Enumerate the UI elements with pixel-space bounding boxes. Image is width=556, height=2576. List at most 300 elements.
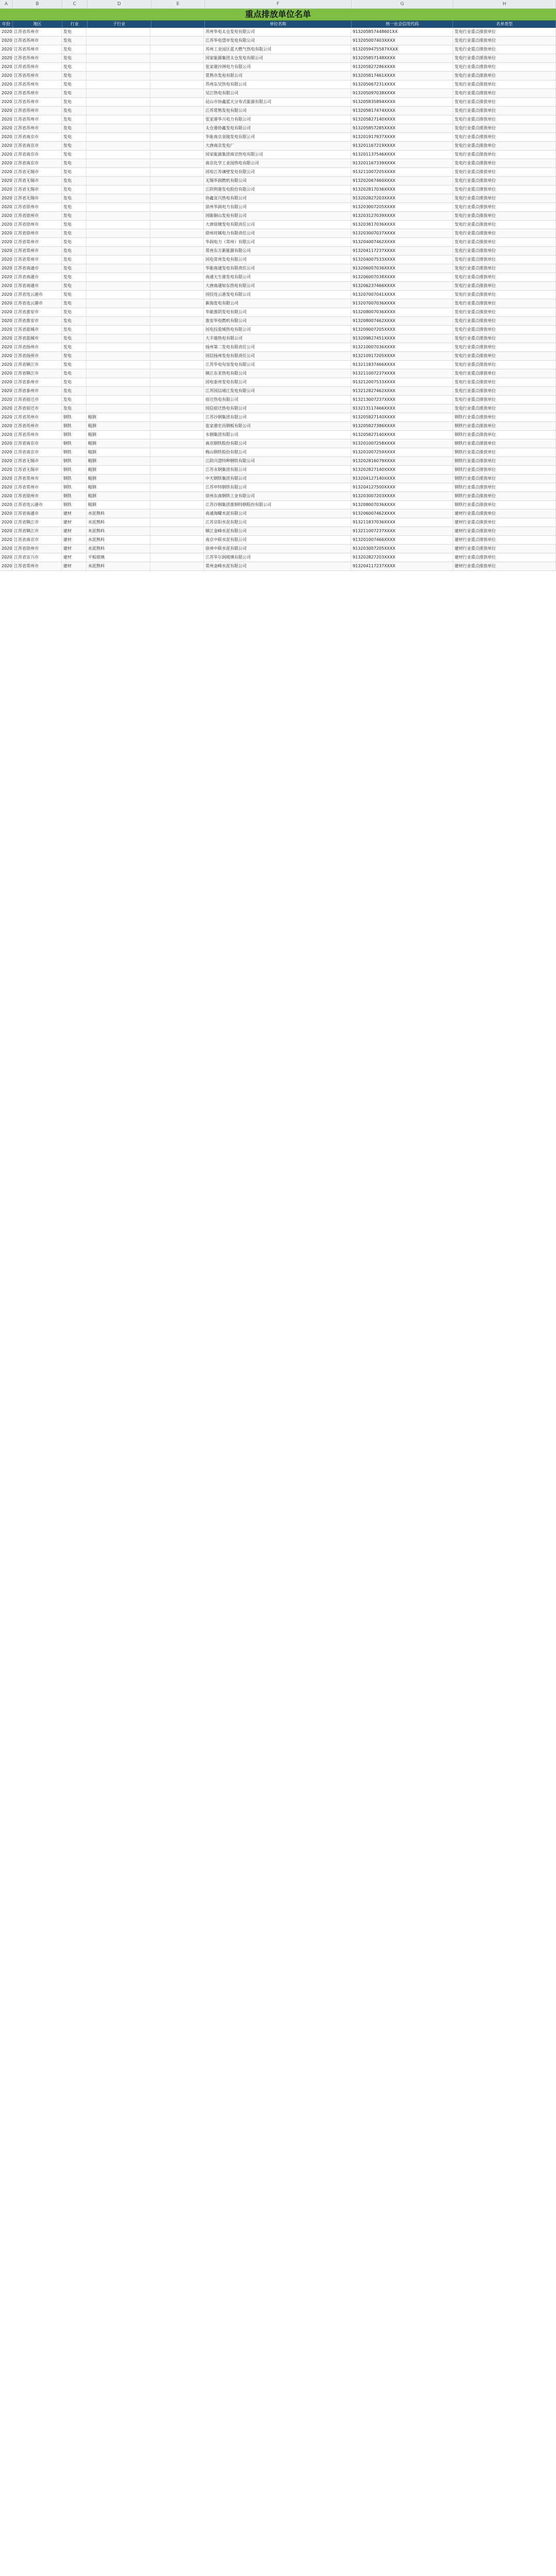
- cell-credit-code[interactable]: 913210917205XXXX: [351, 352, 453, 360]
- cell-list-type[interactable]: 钢铁行业重点排放单位: [453, 439, 556, 448]
- cell-subindustry[interactable]: 粗钢: [86, 431, 150, 439]
- cell-subindustry[interactable]: 粗钢: [86, 457, 150, 465]
- cell-list-type[interactable]: 发电行业重点排放单位: [453, 54, 556, 62]
- table-row[interactable]: [0, 124, 556, 133]
- cell-credit-code[interactable]: 913205817474XXXX: [351, 107, 453, 115]
- cell-subindustry[interactable]: [86, 28, 150, 36]
- cell-industry[interactable]: 发电: [62, 387, 86, 395]
- table-row[interactable]: [0, 527, 556, 536]
- cell-credit-code[interactable]: 913205067231XXXX: [351, 80, 453, 89]
- table-row[interactable]: [0, 28, 556, 37]
- cell-credit-code[interactable]: 913204117237XXXX: [351, 247, 453, 255]
- cell-blank[interactable]: [150, 203, 204, 211]
- cell-subindustry[interactable]: [86, 124, 150, 132]
- cell-blank[interactable]: [150, 63, 204, 71]
- cell-region[interactable]: 江苏省常州市: [12, 247, 62, 255]
- cell-year[interactable]: 2020: [0, 404, 12, 413]
- cell-subindustry[interactable]: [86, 299, 150, 308]
- cell-company[interactable]: 华能淮阴发电有限公司: [204, 308, 351, 316]
- cell-blank[interactable]: [150, 212, 204, 220]
- cell-blank[interactable]: [150, 98, 204, 106]
- cell-list-type[interactable]: 发电行业重点排放单位: [453, 142, 556, 150]
- cell-credit-code[interactable]: 913205097038XXXX: [351, 89, 453, 97]
- table-row[interactable]: [0, 54, 556, 63]
- cell-credit-code[interactable]: 913213117466XXXX: [351, 404, 453, 413]
- cell-company[interactable]: 南通天生港发电有限公司: [204, 273, 351, 281]
- cell-blank[interactable]: [150, 439, 204, 448]
- cell-company[interactable]: 常熟市发电有限公司: [204, 72, 351, 80]
- cell-industry[interactable]: 发电: [62, 142, 86, 150]
- cell-region[interactable]: 江苏省南京市: [12, 439, 62, 448]
- cell-region[interactable]: 江苏省徐州市: [12, 229, 62, 238]
- cell-list-type[interactable]: 发电行业重点排放单位: [453, 396, 556, 404]
- cell-blank[interactable]: [150, 28, 204, 36]
- cell-credit-code[interactable]: 913212827462XXXX: [351, 387, 453, 395]
- cell-company[interactable]: 江阴兴澄特种钢铁有限公司: [204, 457, 351, 465]
- cell-industry[interactable]: 发电: [62, 115, 86, 124]
- cell-list-type[interactable]: 建材行业重点排放单位: [453, 527, 556, 535]
- table-row[interactable]: [0, 212, 556, 221]
- cell-year[interactable]: 2020: [0, 326, 12, 334]
- cell-list-type[interactable]: 发电行业重点排放单位: [453, 177, 556, 185]
- column-letter[interactable]: B: [13, 0, 62, 8]
- cell-region[interactable]: 江苏省徐州市: [12, 212, 62, 220]
- cell-region[interactable]: 江苏省常州市: [12, 256, 62, 264]
- table-row[interactable]: [0, 448, 556, 457]
- cell-region[interactable]: 江苏省苏州市: [12, 413, 62, 421]
- header-blank[interactable]: [151, 21, 205, 28]
- cell-subindustry[interactable]: [86, 343, 150, 351]
- cell-company[interactable]: 国家能源集团南京热电有限公司: [204, 150, 351, 159]
- cell-region[interactable]: 江苏省苏州市: [12, 37, 62, 45]
- cell-list-type[interactable]: 发电行业重点排放单位: [453, 343, 556, 351]
- cell-subindustry[interactable]: 粗钢: [86, 474, 150, 483]
- cell-company[interactable]: 南京钢铁股份有限公司: [204, 439, 351, 448]
- cell-subindustry[interactable]: [86, 177, 150, 185]
- cell-industry[interactable]: 钢铁: [62, 457, 86, 465]
- cell-company[interactable]: 江苏沙钢集团有限公司: [204, 413, 351, 421]
- table-row[interactable]: [0, 256, 556, 264]
- cell-region[interactable]: 江苏省宿迁市: [12, 404, 62, 413]
- cell-credit-code[interactable]: 913202067460XXXX: [351, 177, 453, 185]
- column-letter[interactable]: E: [151, 0, 205, 8]
- cell-list-type[interactable]: 钢铁行业重点排放单位: [453, 492, 556, 500]
- cell-year[interactable]: 2020: [0, 273, 12, 281]
- cell-list-type[interactable]: 发电行业重点排放单位: [453, 159, 556, 167]
- cell-credit-code[interactable]: 913209827451XXXX: [351, 334, 453, 343]
- cell-industry[interactable]: 发电: [62, 45, 86, 54]
- cell-blank[interactable]: [150, 282, 204, 290]
- cell-credit-code[interactable]: 913212007533XXXX: [351, 378, 453, 386]
- cell-industry[interactable]: 发电: [62, 212, 86, 220]
- cell-blank[interactable]: [150, 142, 204, 150]
- cell-year[interactable]: 2020: [0, 177, 12, 185]
- cell-year[interactable]: 2020: [0, 308, 12, 316]
- cell-company[interactable]: 大唐南京发电厂: [204, 142, 351, 150]
- cell-region[interactable]: 江苏省苏州市: [12, 80, 62, 89]
- table-row[interactable]: [0, 308, 556, 317]
- cell-credit-code[interactable]: 913211007237XXXX: [351, 369, 453, 378]
- table-row[interactable]: [0, 326, 556, 334]
- cell-subindustry[interactable]: [86, 54, 150, 62]
- cell-list-type[interactable]: 钢铁行业重点排放单位: [453, 413, 556, 421]
- cell-industry[interactable]: 发电: [62, 404, 86, 413]
- table-row[interactable]: [0, 510, 556, 518]
- cell-company[interactable]: 南京中联水泥有限公司: [204, 536, 351, 544]
- cell-year[interactable]: 2020: [0, 510, 12, 518]
- cell-blank[interactable]: [150, 291, 204, 299]
- column-letter[interactable]: D: [88, 0, 151, 8]
- cell-list-type[interactable]: 钢铁行业重点排放单位: [453, 483, 556, 492]
- cell-blank[interactable]: [150, 133, 204, 141]
- cell-subindustry[interactable]: [86, 352, 150, 360]
- cell-list-type[interactable]: 发电行业重点排放单位: [453, 256, 556, 264]
- cell-blank[interactable]: [150, 308, 204, 316]
- cell-credit-code[interactable]: 913205857285XXXX: [351, 124, 453, 132]
- cell-industry[interactable]: 发电: [62, 54, 86, 62]
- cell-company[interactable]: 国投连云港发电有限公司: [204, 291, 351, 299]
- cell-credit-code[interactable]: 913206007462XXXX: [351, 510, 453, 518]
- cell-credit-code[interactable]: 913211837036XXXX: [351, 518, 453, 527]
- cell-company[interactable]: 无锡华润燃机有限公司: [204, 177, 351, 185]
- cell-year[interactable]: 2020: [0, 474, 12, 483]
- cell-year[interactable]: 2020: [0, 492, 12, 500]
- cell-industry[interactable]: 建材: [62, 545, 86, 553]
- cell-subindustry[interactable]: [86, 291, 150, 299]
- cell-region[interactable]: 江苏省无锡市: [12, 177, 62, 185]
- table-row[interactable]: [0, 404, 556, 413]
- cell-region[interactable]: 江苏省苏州市: [12, 124, 62, 132]
- cell-subindustry[interactable]: [86, 229, 150, 238]
- cell-list-type[interactable]: 发电行业重点排放单位: [453, 326, 556, 334]
- cell-region[interactable]: 江苏省镇江市: [12, 369, 62, 378]
- table-row[interactable]: [0, 483, 556, 492]
- cell-year[interactable]: 2020: [0, 203, 12, 211]
- cell-subindustry[interactable]: 水泥熟料: [86, 545, 150, 553]
- cell-year[interactable]: 2020: [0, 115, 12, 124]
- table-row[interactable]: [0, 474, 556, 483]
- cell-company[interactable]: 华能南京金陵发电有限公司: [204, 133, 351, 141]
- cell-blank[interactable]: [150, 168, 204, 176]
- cell-region[interactable]: 江苏省苏州市: [12, 72, 62, 80]
- cell-year[interactable]: 2020: [0, 334, 12, 343]
- column-letter[interactable]: G: [352, 0, 454, 8]
- cell-subindustry[interactable]: [86, 273, 150, 281]
- table-row[interactable]: [0, 317, 556, 326]
- cell-credit-code[interactable]: 913206007036XXXX: [351, 264, 453, 273]
- cell-company[interactable]: 常州东方新能源有限公司: [204, 247, 351, 255]
- cell-company[interactable]: 国家能源集团太仓发电有限公司: [204, 54, 351, 62]
- cell-credit-code[interactable]: 913202817036XXXX: [351, 185, 453, 194]
- cell-subindustry[interactable]: [86, 37, 150, 45]
- cell-company[interactable]: 张家港沙洲电力有限公司: [204, 63, 351, 71]
- cell-industry[interactable]: 发电: [62, 63, 86, 71]
- cell-blank[interactable]: [150, 474, 204, 483]
- cell-industry[interactable]: 发电: [62, 107, 86, 115]
- cell-blank[interactable]: [150, 194, 204, 202]
- cell-region[interactable]: 江苏省苏州市: [12, 63, 62, 71]
- cell-blank[interactable]: [150, 54, 204, 62]
- cell-year[interactable]: 2020: [0, 518, 12, 527]
- cell-blank[interactable]: [150, 185, 204, 194]
- cell-list-type[interactable]: 发电行业重点排放单位: [453, 194, 556, 202]
- cell-subindustry[interactable]: 水泥熟料: [86, 536, 150, 544]
- table-row[interactable]: [0, 133, 556, 142]
- cell-region[interactable]: 江苏省无锡市: [12, 168, 62, 176]
- cell-blank[interactable]: [150, 369, 204, 378]
- cell-credit-code[interactable]: 913201167219XXXX: [351, 142, 453, 150]
- table-row[interactable]: [0, 63, 556, 72]
- cell-list-type[interactable]: 发电行业重点排放单位: [453, 168, 556, 176]
- cell-industry[interactable]: 钢铁: [62, 492, 86, 500]
- cell-region[interactable]: 江苏省无锡市: [12, 194, 62, 202]
- cell-company[interactable]: 江苏永钢集团有限公司: [204, 466, 351, 474]
- cell-region[interactable]: 江苏省无锡市: [12, 466, 62, 474]
- cell-year[interactable]: 2020: [0, 387, 12, 395]
- cell-region[interactable]: 江苏省南京市: [12, 536, 62, 544]
- cell-blank[interactable]: [150, 299, 204, 308]
- cell-region[interactable]: 江苏省扬州市: [12, 343, 62, 351]
- cell-blank[interactable]: [150, 229, 204, 238]
- cell-region[interactable]: 江苏省南京市: [12, 448, 62, 456]
- cell-industry[interactable]: 发电: [62, 133, 86, 141]
- cell-year[interactable]: 2020: [0, 45, 12, 54]
- cell-credit-code[interactable]: 913202827140XXXX: [351, 466, 453, 474]
- cell-blank[interactable]: [150, 527, 204, 535]
- cell-region[interactable]: 江苏省南通市: [12, 282, 62, 290]
- cell-company[interactable]: 苏州东吴热电有限公司: [204, 80, 351, 89]
- cell-industry[interactable]: 发电: [62, 308, 86, 316]
- cell-year[interactable]: 2020: [0, 282, 12, 290]
- cell-subindustry[interactable]: [86, 212, 150, 220]
- cell-credit-code[interactable]: 913204007462XXXX: [351, 238, 453, 246]
- cell-list-type[interactable]: 建材行业重点排放单位: [453, 562, 556, 570]
- cell-subindustry[interactable]: 粗钢: [86, 501, 150, 509]
- cell-subindustry[interactable]: [86, 396, 150, 404]
- cell-region[interactable]: 江苏省泰州市: [12, 387, 62, 395]
- cell-subindustry[interactable]: 粗钢: [86, 413, 150, 421]
- cell-subindustry[interactable]: [86, 115, 150, 124]
- header-year[interactable]: 年份: [0, 21, 13, 28]
- cell-year[interactable]: 2020: [0, 150, 12, 159]
- cell-region[interactable]: 江苏省镇江市: [12, 361, 62, 369]
- cell-company[interactable]: 昆山市协鑫蓝天分布式能源有限公司: [204, 98, 351, 106]
- table-row[interactable]: [0, 168, 556, 177]
- cell-region[interactable]: 江苏省苏州市: [12, 28, 62, 36]
- cell-industry[interactable]: 发电: [62, 150, 86, 159]
- cell-industry[interactable]: 发电: [62, 369, 86, 378]
- table-row[interactable]: [0, 361, 556, 369]
- cell-subindustry[interactable]: [86, 334, 150, 343]
- cell-credit-code[interactable]: 913209007205XXXX: [351, 326, 453, 334]
- cell-region[interactable]: 江苏省盐城市: [12, 326, 62, 334]
- table-row[interactable]: [0, 439, 556, 448]
- cell-subindustry[interactable]: [86, 194, 150, 202]
- cell-industry[interactable]: 发电: [62, 299, 86, 308]
- cell-list-type[interactable]: 建材行业重点排放单位: [453, 536, 556, 544]
- cell-year[interactable]: 2020: [0, 124, 12, 132]
- cell-industry[interactable]: 发电: [62, 124, 86, 132]
- cell-blank[interactable]: [150, 247, 204, 255]
- cell-credit-code[interactable]: 913205827140XXXX: [351, 431, 453, 439]
- cell-credit-code[interactable]: 913204117237XXXX: [351, 562, 453, 570]
- table-row[interactable]: [0, 238, 556, 247]
- cell-company[interactable]: 国能铜山发电有限公司: [204, 212, 351, 220]
- cell-company[interactable]: 江苏华电句容发电有限公司: [204, 361, 351, 369]
- cell-blank[interactable]: [150, 483, 204, 492]
- cell-year[interactable]: 2020: [0, 28, 12, 36]
- table-row[interactable]: [0, 37, 556, 45]
- cell-blank[interactable]: [150, 256, 204, 264]
- cell-company[interactable]: 新海发电有限公司: [204, 299, 351, 308]
- cell-subindustry[interactable]: [86, 168, 150, 176]
- table-row[interactable]: [0, 369, 556, 378]
- cell-industry[interactable]: 发电: [62, 317, 86, 325]
- cell-region[interactable]: 江苏省苏州市: [12, 45, 62, 54]
- cell-list-type[interactable]: 钢铁行业重点排放单位: [453, 448, 556, 456]
- header-subindustry[interactable]: 子行业: [88, 21, 151, 28]
- cell-region[interactable]: 江苏省苏州市: [12, 107, 62, 115]
- cell-region[interactable]: 江苏省淮安市: [12, 308, 62, 316]
- cell-year[interactable]: 2020: [0, 431, 12, 439]
- cell-credit-code[interactable]: 913207007041XXXX: [351, 291, 453, 299]
- cell-list-type[interactable]: 发电行业重点排放单位: [453, 107, 556, 115]
- cell-company[interactable]: 江阴利港发电股份有限公司: [204, 185, 351, 194]
- cell-list-type[interactable]: 钢铁行业重点排放单位: [453, 474, 556, 483]
- cell-industry[interactable]: 建材: [62, 527, 86, 535]
- cell-subindustry[interactable]: [86, 326, 150, 334]
- cell-company[interactable]: 江苏申特钢铁有限公司: [204, 483, 351, 492]
- cell-credit-code[interactable]: 913205827140XXXX: [351, 115, 453, 124]
- table-row[interactable]: [0, 264, 556, 273]
- cell-year[interactable]: 2020: [0, 238, 12, 246]
- cell-year[interactable]: 2020: [0, 527, 12, 535]
- cell-region[interactable]: 江苏省常州市: [12, 483, 62, 492]
- cell-list-type[interactable]: 发电行业重点排放单位: [453, 282, 556, 290]
- cell-industry[interactable]: 发电: [62, 273, 86, 281]
- cell-list-type[interactable]: 发电行业重点排放单位: [453, 45, 556, 54]
- cell-year[interactable]: 2020: [0, 168, 12, 176]
- cell-subindustry[interactable]: 粗钢: [86, 492, 150, 500]
- cell-subindustry[interactable]: [86, 247, 150, 255]
- cell-year[interactable]: 2020: [0, 317, 12, 325]
- cell-subindustry[interactable]: 水泥熟料: [86, 562, 150, 570]
- cell-company[interactable]: 国电江苏谏壁发电有限公司: [204, 168, 351, 176]
- cell-subindustry[interactable]: [86, 361, 150, 369]
- cell-region[interactable]: 江苏省南通市: [12, 264, 62, 273]
- cell-blank[interactable]: [150, 45, 204, 54]
- table-row[interactable]: [0, 177, 556, 185]
- cell-subindustry[interactable]: 粗钢: [86, 422, 150, 430]
- cell-company[interactable]: 国信宿迁热电有限公司: [204, 404, 351, 413]
- cell-company[interactable]: 大唐徐塘发电有限责任公司: [204, 221, 351, 229]
- cell-credit-code[interactable]: 913205007403XXXX: [351, 37, 453, 45]
- column-letter[interactable]: C: [62, 0, 88, 8]
- cell-region[interactable]: 江苏省扬州市: [12, 352, 62, 360]
- cell-list-type[interactable]: 发电行业重点排放单位: [453, 98, 556, 106]
- cell-subindustry[interactable]: [86, 80, 150, 89]
- cell-credit-code[interactable]: 913208007036XXXX: [351, 308, 453, 316]
- table-row[interactable]: [0, 387, 556, 396]
- cell-industry[interactable]: 建材: [62, 518, 86, 527]
- table-row[interactable]: [0, 185, 556, 194]
- cell-year[interactable]: 2020: [0, 466, 12, 474]
- cell-region[interactable]: 江苏省南京市: [12, 150, 62, 159]
- table-row[interactable]: [0, 413, 556, 422]
- cell-company[interactable]: 江苏国信靖江发电有限公司: [204, 387, 351, 395]
- cell-industry[interactable]: 发电: [62, 168, 86, 176]
- cell-industry[interactable]: 发电: [62, 247, 86, 255]
- cell-blank[interactable]: [150, 317, 204, 325]
- cell-list-type[interactable]: 发电行业重点排放单位: [453, 89, 556, 97]
- cell-region[interactable]: 江苏省常州市: [12, 238, 62, 246]
- table-row[interactable]: [0, 221, 556, 229]
- cell-credit-code[interactable]: 913202816079XXXX: [351, 457, 453, 465]
- cell-subindustry[interactable]: [86, 317, 150, 325]
- cell-list-type[interactable]: 建材行业重点排放单位: [453, 545, 556, 553]
- cell-credit-code[interactable]: 913206007038XXXX: [351, 273, 453, 281]
- cell-industry[interactable]: 钢铁: [62, 431, 86, 439]
- cell-industry[interactable]: 发电: [62, 378, 86, 386]
- cell-blank[interactable]: [150, 448, 204, 456]
- header-credit-code[interactable]: 统一社会信用代码: [352, 21, 454, 28]
- cell-credit-code[interactable]: 9132059475587XXXX: [351, 45, 453, 54]
- cell-year[interactable]: 2020: [0, 194, 12, 202]
- cell-list-type[interactable]: 发电行业重点排放单位: [453, 150, 556, 159]
- cell-subindustry[interactable]: [86, 238, 150, 246]
- cell-credit-code[interactable]: 913205835894XXXX: [351, 98, 453, 106]
- cell-blank[interactable]: [150, 431, 204, 439]
- cell-industry[interactable]: 发电: [62, 221, 86, 229]
- cell-list-type[interactable]: 钢铁行业重点排放单位: [453, 457, 556, 465]
- cell-industry[interactable]: 发电: [62, 396, 86, 404]
- cell-company[interactable]: 大唐南通如东热电有限公司: [204, 282, 351, 290]
- cell-company[interactable]: 永钢集团有限公司: [204, 431, 351, 439]
- cell-blank[interactable]: [150, 553, 204, 562]
- cell-company[interactable]: 江苏沙钢集团淮钢特钢股份有限公司: [204, 501, 351, 509]
- table-row[interactable]: [0, 115, 556, 124]
- cell-list-type[interactable]: 建材行业重点排放单位: [453, 553, 556, 562]
- cell-region[interactable]: 江苏省无锡市: [12, 457, 62, 465]
- cell-credit-code[interactable]: 913205857448601XX: [351, 28, 453, 36]
- cell-credit-code[interactable]: 913201917937XXXX: [351, 133, 453, 141]
- cell-industry[interactable]: 发电: [62, 282, 86, 290]
- cell-company[interactable]: 梅山钢铁股份有限公司: [204, 448, 351, 456]
- cell-company[interactable]: 大丰港热电有限公司: [204, 334, 351, 343]
- table-row[interactable]: [0, 150, 556, 159]
- cell-list-type[interactable]: 钢铁行业重点排放单位: [453, 466, 556, 474]
- cell-blank[interactable]: [150, 150, 204, 159]
- cell-year[interactable]: 2020: [0, 185, 12, 194]
- cell-year[interactable]: 2020: [0, 229, 12, 238]
- table-row[interactable]: [0, 492, 556, 501]
- cell-company[interactable]: 中天钢铁集团有限公司: [204, 474, 351, 483]
- cell-industry[interactable]: 发电: [62, 203, 86, 211]
- cell-credit-code[interactable]: 913205827386XXXX: [351, 422, 453, 430]
- cell-company[interactable]: 南京化学工业园热电有限公司: [204, 159, 351, 167]
- cell-industry[interactable]: 建材: [62, 510, 86, 518]
- cell-blank[interactable]: [150, 501, 204, 509]
- cell-credit-code[interactable]: 913211837466XXXX: [351, 361, 453, 369]
- cell-list-type[interactable]: 发电行业重点排放单位: [453, 133, 556, 141]
- cell-company[interactable]: 宿迁热电有限公司: [204, 396, 351, 404]
- cell-year[interactable]: 2020: [0, 256, 12, 264]
- cell-subindustry[interactable]: [86, 203, 150, 211]
- cell-year[interactable]: 2020: [0, 221, 12, 229]
- cell-region[interactable]: 江苏省徐州市: [12, 203, 62, 211]
- table-row[interactable]: [0, 194, 556, 203]
- cell-list-type[interactable]: 发电行业重点排放单位: [453, 124, 556, 132]
